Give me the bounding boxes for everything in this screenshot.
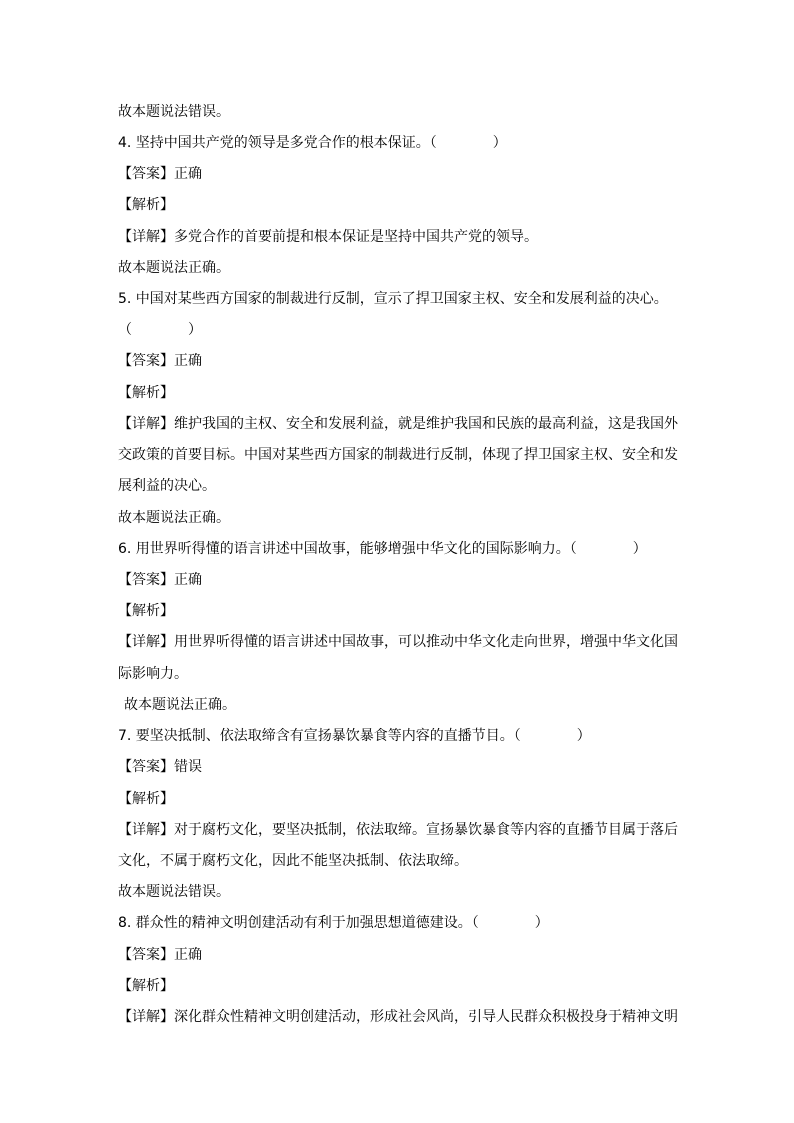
text-line: 故本题说法正确。: [124, 697, 236, 713]
answer-label: 【答案】正确: [118, 166, 202, 182]
detail-text: 交政策的首要目标。中国对某些西方国家的制裁进行反制，体现了捍卫国家主权、安全和发: [118, 447, 678, 463]
text-line: 故本题说法正确。: [118, 510, 230, 526]
detail-text: 【详解】用世界听得懂的语言讲述中国故事，可以推动中华文化走向世界，增强中华文化国: [118, 634, 678, 650]
question-7: 7. 要坚决抵制、依法取缔含有宣扬暴饮暴食等内容的直播节目。（ ）: [118, 728, 591, 744]
detail-text: 展利益的决心。: [118, 478, 216, 494]
detail-text: 【详解】深化群众性精神文明创建活动，形成社会风尚，引导人民群众积极投身于精神文明: [118, 1009, 678, 1025]
text-line: 故本题说法错误。: [118, 104, 230, 120]
analysis-label: 【解析】: [118, 603, 174, 619]
detail-text: 【详解】维护我国的主权、安全和发展利益，就是维护我国和民族的最高利益，这是我国外: [118, 416, 678, 432]
answer-label: 【答案】正确: [118, 572, 202, 588]
detail-text: 文化，不属于腐朽文化，因此不能坚决抵制、依法取缔。: [118, 853, 468, 869]
answer-blank: （ ）: [118, 322, 202, 338]
question-8: 8. 群众性的精神文明创建活动有利于加强思想道德建设。（ ）: [118, 915, 549, 931]
detail-text: 【详解】多党合作的首要前提和根本保证是坚持中国共产党的领导。: [118, 229, 538, 245]
question-6: 6. 用世界听得懂的语言讲述中国故事，能够增强中华文化的国际影响力。（ ）: [118, 541, 647, 557]
analysis-label: 【解析】: [118, 978, 174, 994]
question-4: 4. 坚持中国共产党的领导是多党合作的根本保证。（ ）: [118, 135, 507, 151]
answer-label: 【答案】正确: [118, 947, 202, 963]
answer-label: 【答案】错误: [118, 759, 202, 775]
text-line: 故本题说法错误。: [118, 884, 230, 900]
question-5: 5. 中国对某些西方国家的制裁进行反制，宣示了捍卫国家主权、安全和发展利益的决心。: [118, 291, 668, 307]
answer-label: 【答案】正确: [118, 353, 202, 369]
detail-text: 【详解】对于腐朽文化，要坚决抵制，依法取缔。宣扬暴饮暴食等内容的直播节目属于落后: [118, 822, 678, 838]
analysis-label: 【解析】: [118, 385, 174, 401]
analysis-label: 【解析】: [118, 197, 174, 213]
analysis-label: 【解析】: [118, 791, 174, 807]
detail-text: 际影响力。: [118, 666, 188, 682]
text-line: 故本题说法正确。: [118, 260, 230, 276]
